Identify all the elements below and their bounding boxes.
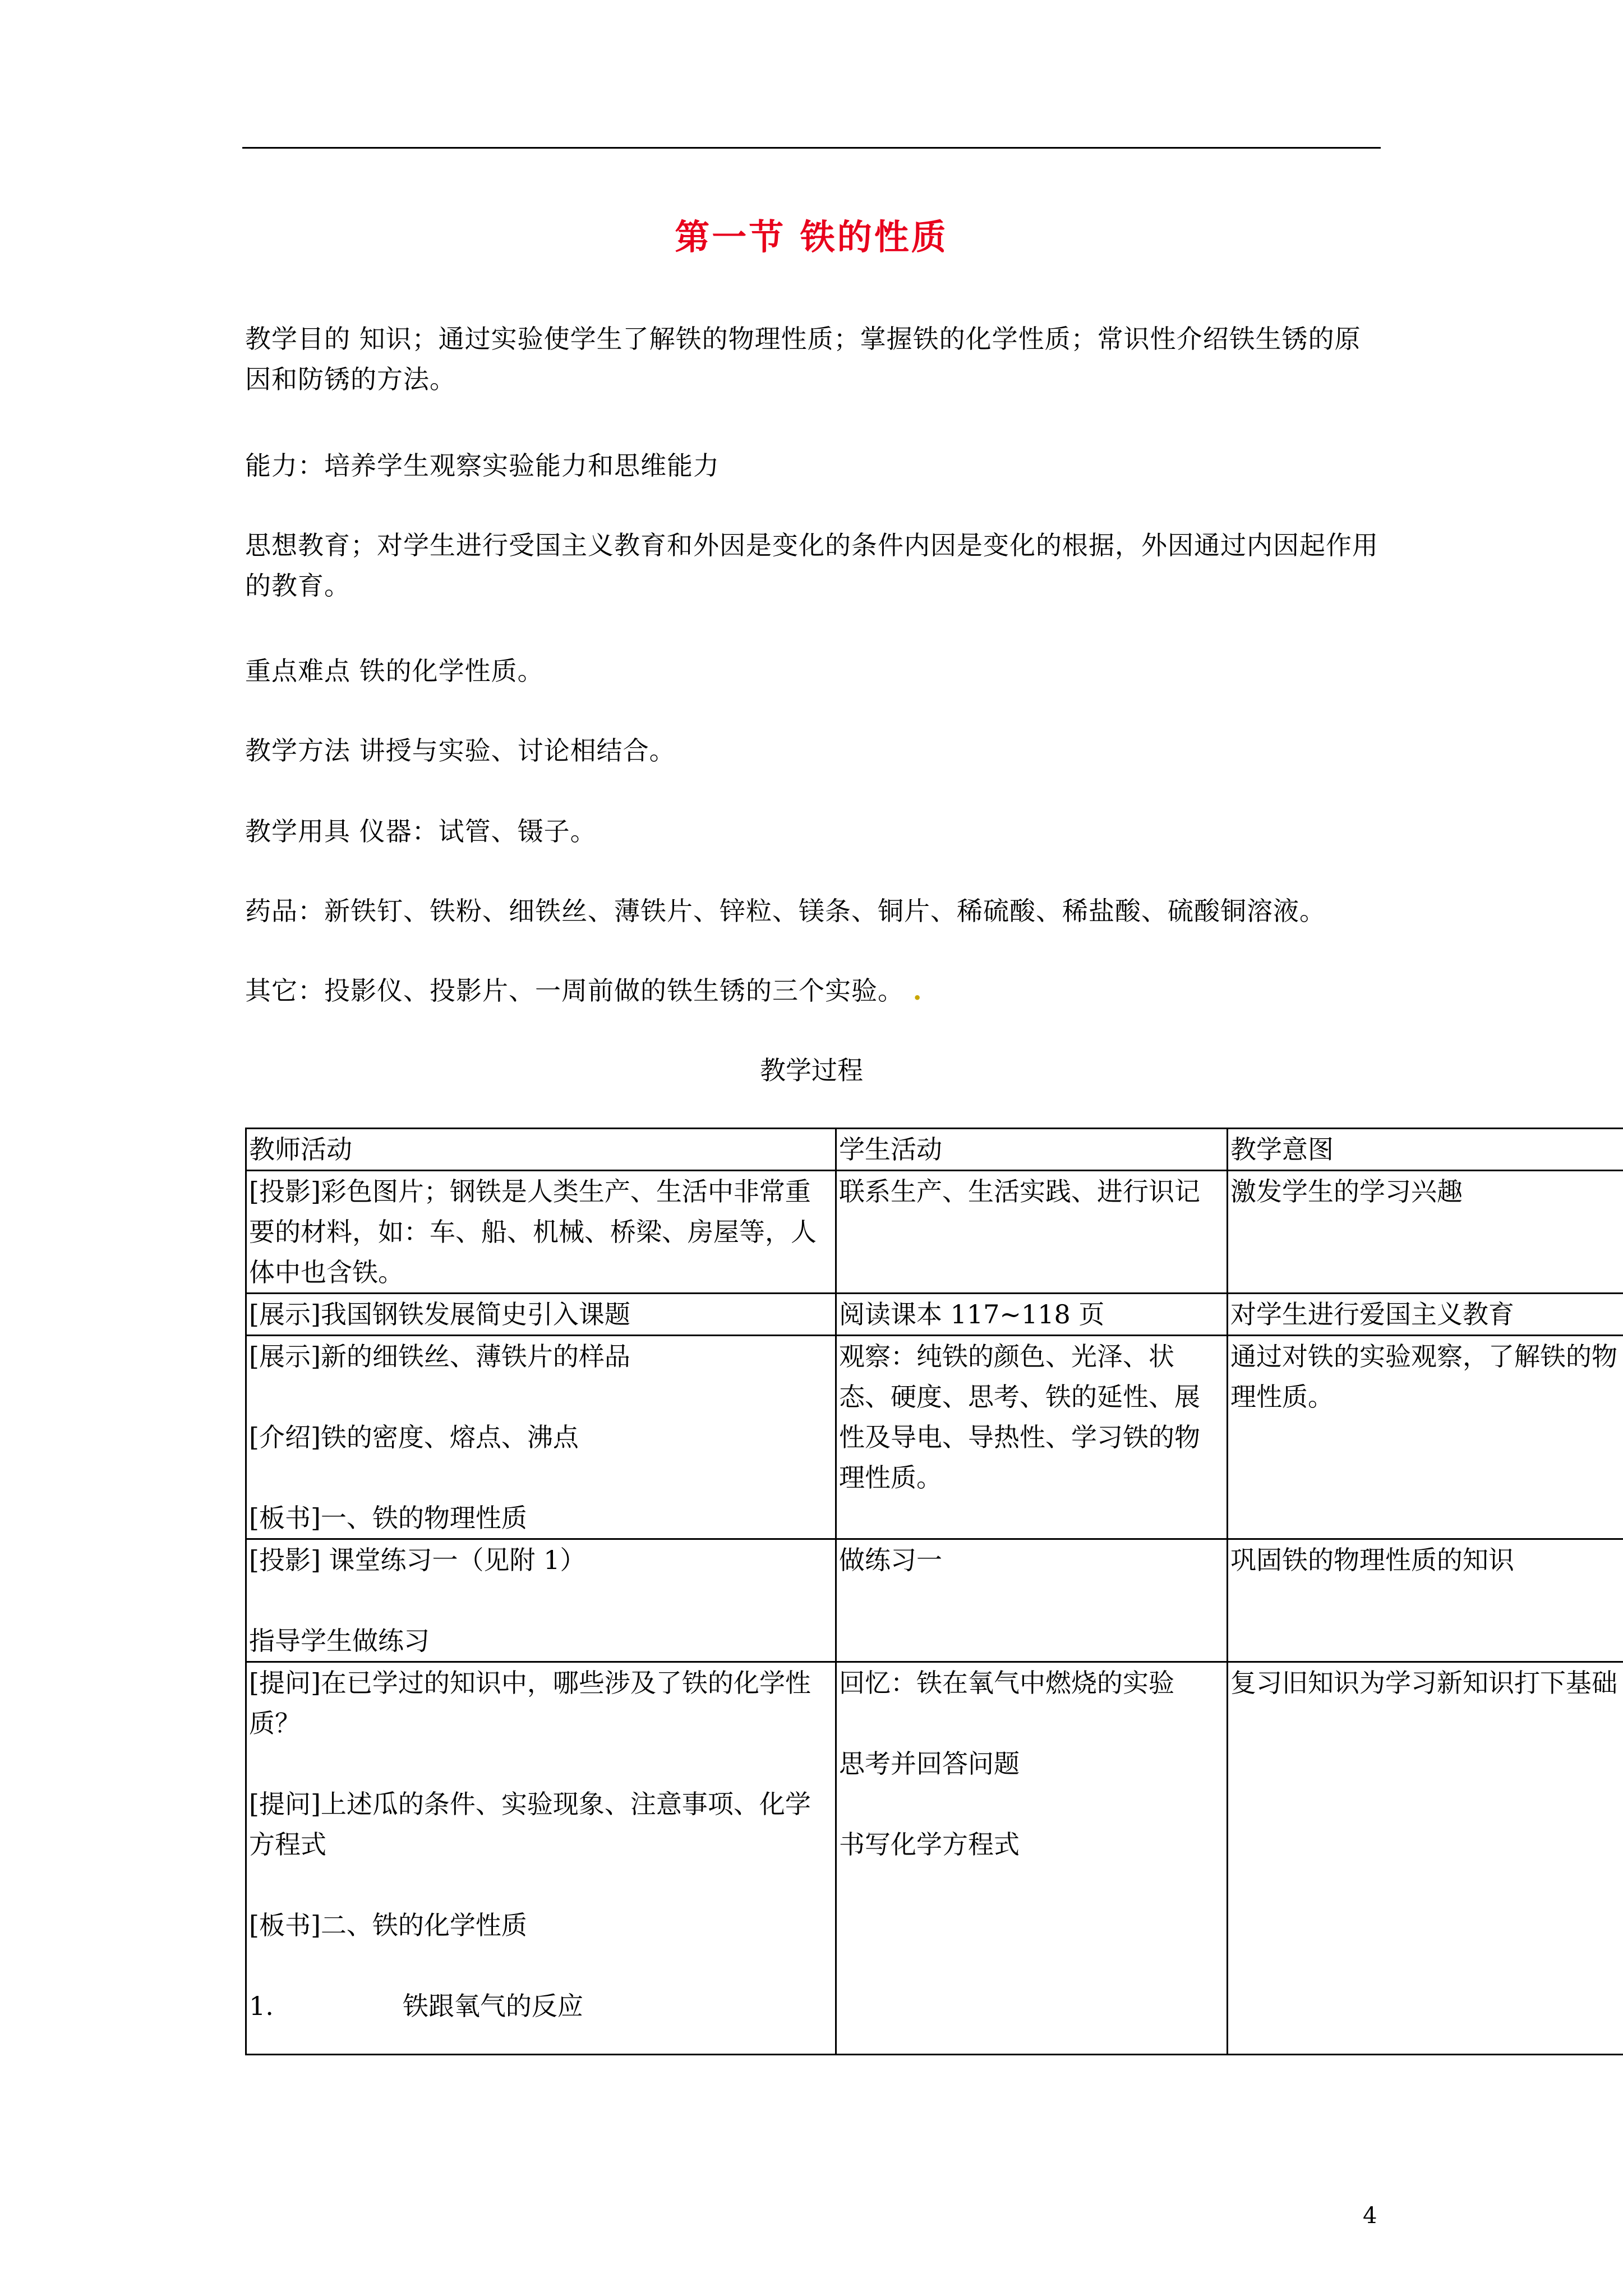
- key-points-paragraph: 重点难点 铁的化学性质。: [245, 656, 544, 686]
- table-header-row: [246, 1129, 1623, 1171]
- table-row: [246, 1171, 1623, 1294]
- teacher-activity-text: [展示]新的细铁丝、薄铁片的样品: [249, 1341, 630, 1372]
- table-row: [246, 1336, 1623, 1539]
- student-activity-text: 书写化学方程式: [839, 1829, 1020, 1860]
- teacher-activity-text: [板书]二、铁的化学性质: [249, 1910, 527, 1940]
- teaching-intent-text: 巩固铁的物理性质的知识: [1230, 1545, 1514, 1575]
- teacher-activity-text: [介绍]铁的密度、熔点、沸点: [249, 1422, 579, 1452]
- teacher-activity-cell: [246, 1294, 836, 1336]
- student-activity-cell: [836, 1662, 1228, 2055]
- student-activity-text: 观察：纯铁的颜色、光泽、状态、硬度、思考、铁的延性、展性及导电、导热性、学习铁的物理性质。: [839, 1341, 1200, 1493]
- teacher-activity-text: [板书]一、铁的物理性质: [249, 1503, 527, 1533]
- others-dot: .: [912, 976, 923, 1006]
- teacher-activity-text: [投影]彩色图片；钢铁是人类生产、生活中非常重要的材料，如：车、船、机械、桥梁、房屋等，人体中也含铁。: [249, 1176, 817, 1287]
- teacher-activity-cell: [246, 1171, 836, 1294]
- teacher-activity-text: 指导学生做练习: [249, 1626, 430, 1656]
- tools-paragraph: 教学用具 仪器：试管、镊子。: [245, 816, 597, 846]
- ability-paragraph: 能力：培养学生观察实验能力和思维能力: [245, 450, 720, 481]
- student-activity-cell: [836, 1539, 1228, 1662]
- teacher-activity-text: [提问]在已学过的知识中，哪些涉及了铁的化学性质？: [249, 1668, 811, 1738]
- teacher-activity-text: [投影] 课堂练习一（见附 1）: [249, 1545, 586, 1575]
- process-title: 教学过程: [760, 1055, 863, 1085]
- student-activity-cell: [836, 1336, 1228, 1539]
- teacher-activity-cell: [246, 1539, 836, 1662]
- student-activity-text: 思考并回答问题: [839, 1749, 1020, 1779]
- teacher-activity-cell: [246, 1662, 836, 2055]
- table-row: [246, 1662, 1623, 2055]
- student-activity-text: 阅读课本 117~118 页: [839, 1299, 1105, 1329]
- table-row: [246, 1539, 1623, 1662]
- header-rule: [242, 147, 1381, 149]
- teaching-intent-cell: [1228, 1539, 1623, 1662]
- teacher-activity-cell: [246, 1336, 836, 1539]
- header-student-activity: 学生活动: [836, 1129, 1228, 1171]
- student-activity-cell: [836, 1171, 1228, 1294]
- teaching-intent-cell: [1228, 1294, 1623, 1336]
- teacher-activity-text: [提问]上述瓜的条件、实验现象、注意事项、化学方程式: [249, 1789, 811, 1860]
- page-title: 第一节 铁的性质: [675, 217, 948, 257]
- teacher-activity-text: 1. 铁跟氧气的反应: [249, 1991, 583, 2021]
- header-teaching-intent: 教学意图: [1228, 1129, 1623, 1171]
- teaching-intent-cell: [1228, 1336, 1623, 1539]
- teacher-activity-text: [展示]我国钢铁发展简史引入课题: [249, 1299, 630, 1329]
- teaching-intent-cell: [1228, 1171, 1623, 1294]
- teaching-intent-text: 激发学生的学习兴趣: [1230, 1176, 1463, 1207]
- student-activity-text: 回忆：铁在氧气中燃烧的实验: [839, 1668, 1174, 1698]
- teaching-intent-text: 通过对铁的实验观察，了解铁的物理性质。: [1230, 1341, 1617, 1412]
- chemicals-paragraph: 药品：新铁钉、铁粉、细铁丝、薄铁片、锌粒、镁条、铜片、稀硫酸、稀盐酸、硫酸铜溶液。: [245, 896, 1326, 926]
- teaching-intent-text: 复习旧知识为学习新知识打下基础: [1230, 1668, 1617, 1698]
- ideology-paragraph: 思想教育；对学生进行受国主义教育和外因是变化的条件内因是变化的根据，外因通过内因起作用的教育。: [245, 530, 1378, 601]
- student-activity-text: 做练习一: [839, 1545, 942, 1575]
- others-text: 其它：投影仪、投影片、一周前做的铁生锈的三个实验。: [245, 976, 904, 1006]
- teaching-intent-text: 对学生进行爱国主义教育: [1230, 1299, 1514, 1329]
- header-teacher-activity: 教师活动: [246, 1129, 836, 1171]
- others-paragraph: [245, 970, 1384, 1011]
- student-activity-cell: [836, 1294, 1228, 1336]
- student-activity-text: 联系生产、生活实践、进行识记: [839, 1176, 1200, 1207]
- table-row: [246, 1294, 1623, 1336]
- teaching-intent-cell: [1228, 1662, 1623, 2055]
- method-paragraph: 教学方法 讲授与实验、讨论相结合。: [245, 735, 676, 766]
- objectives-paragraph: 教学目的 知识；通过实验使学生了解铁的物理性质；掌握铁的化学性质；常识性介绍铁生锈的原因和防锈的方法。: [245, 324, 1361, 394]
- page-number: 4: [1363, 2203, 1377, 2229]
- lesson-process-table: [245, 1128, 1623, 2055]
